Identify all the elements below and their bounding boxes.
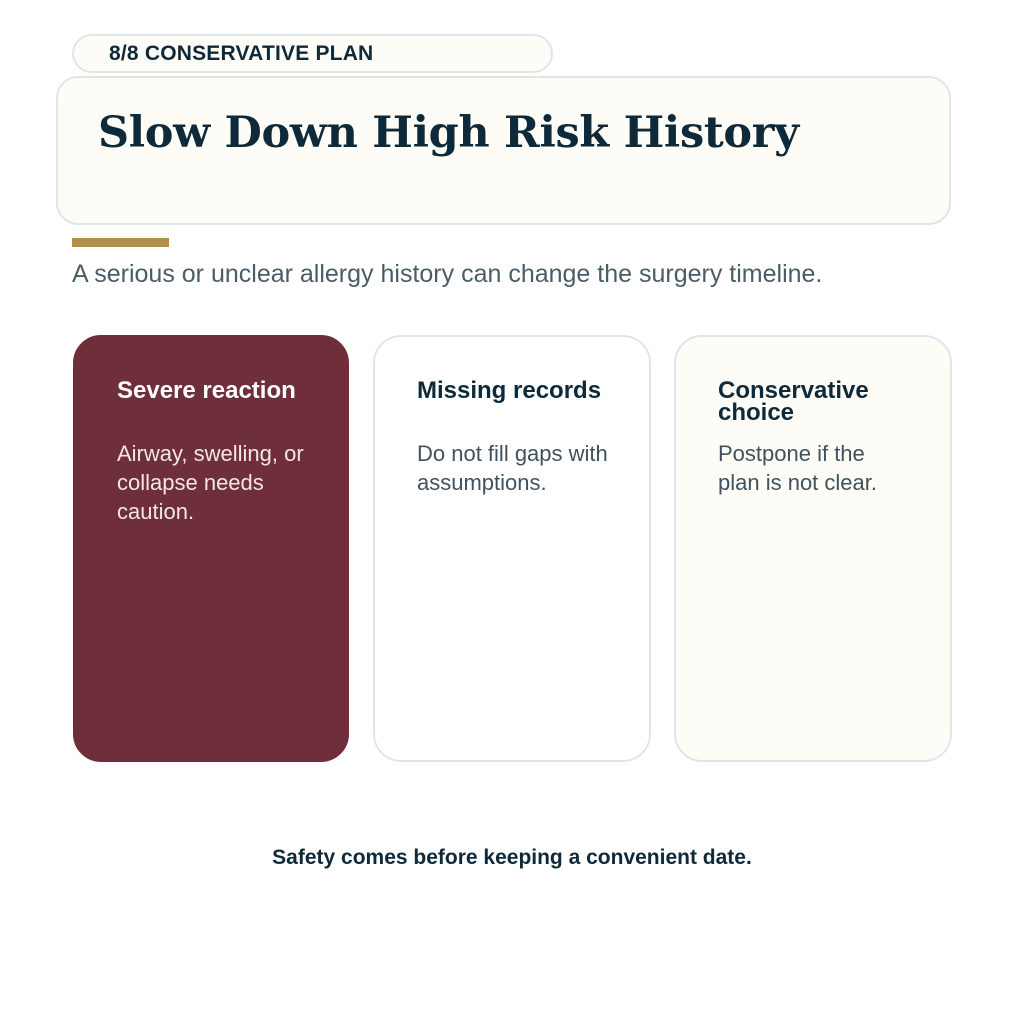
card-title: Conservative choice <box>718 377 869 426</box>
footer-note: Safety comes before keeping a convenient date. <box>272 846 752 869</box>
page-title: Slow Down High Risk History <box>98 108 799 158</box>
accent-divider <box>72 238 169 247</box>
card-severe-reaction <box>73 335 349 762</box>
card-missing-records <box>373 335 651 762</box>
card-conservative-choice <box>674 335 952 762</box>
card-body: Airway, swelling, or collapse needs caution. <box>117 441 304 524</box>
page-subtitle: A serious or unclear allergy history can change the surgery timeline. <box>72 260 823 288</box>
card-title: Severe reaction <box>117 377 296 404</box>
step-badge: 8/8 CONSERVATIVE PLAN <box>72 34 553 73</box>
title-card <box>56 76 951 225</box>
card-body: Postpone if the plan is not clear. <box>718 441 877 495</box>
card-title: Missing records <box>417 377 602 404</box>
card-body: Do not fill gaps with assumptions. <box>417 441 608 495</box>
